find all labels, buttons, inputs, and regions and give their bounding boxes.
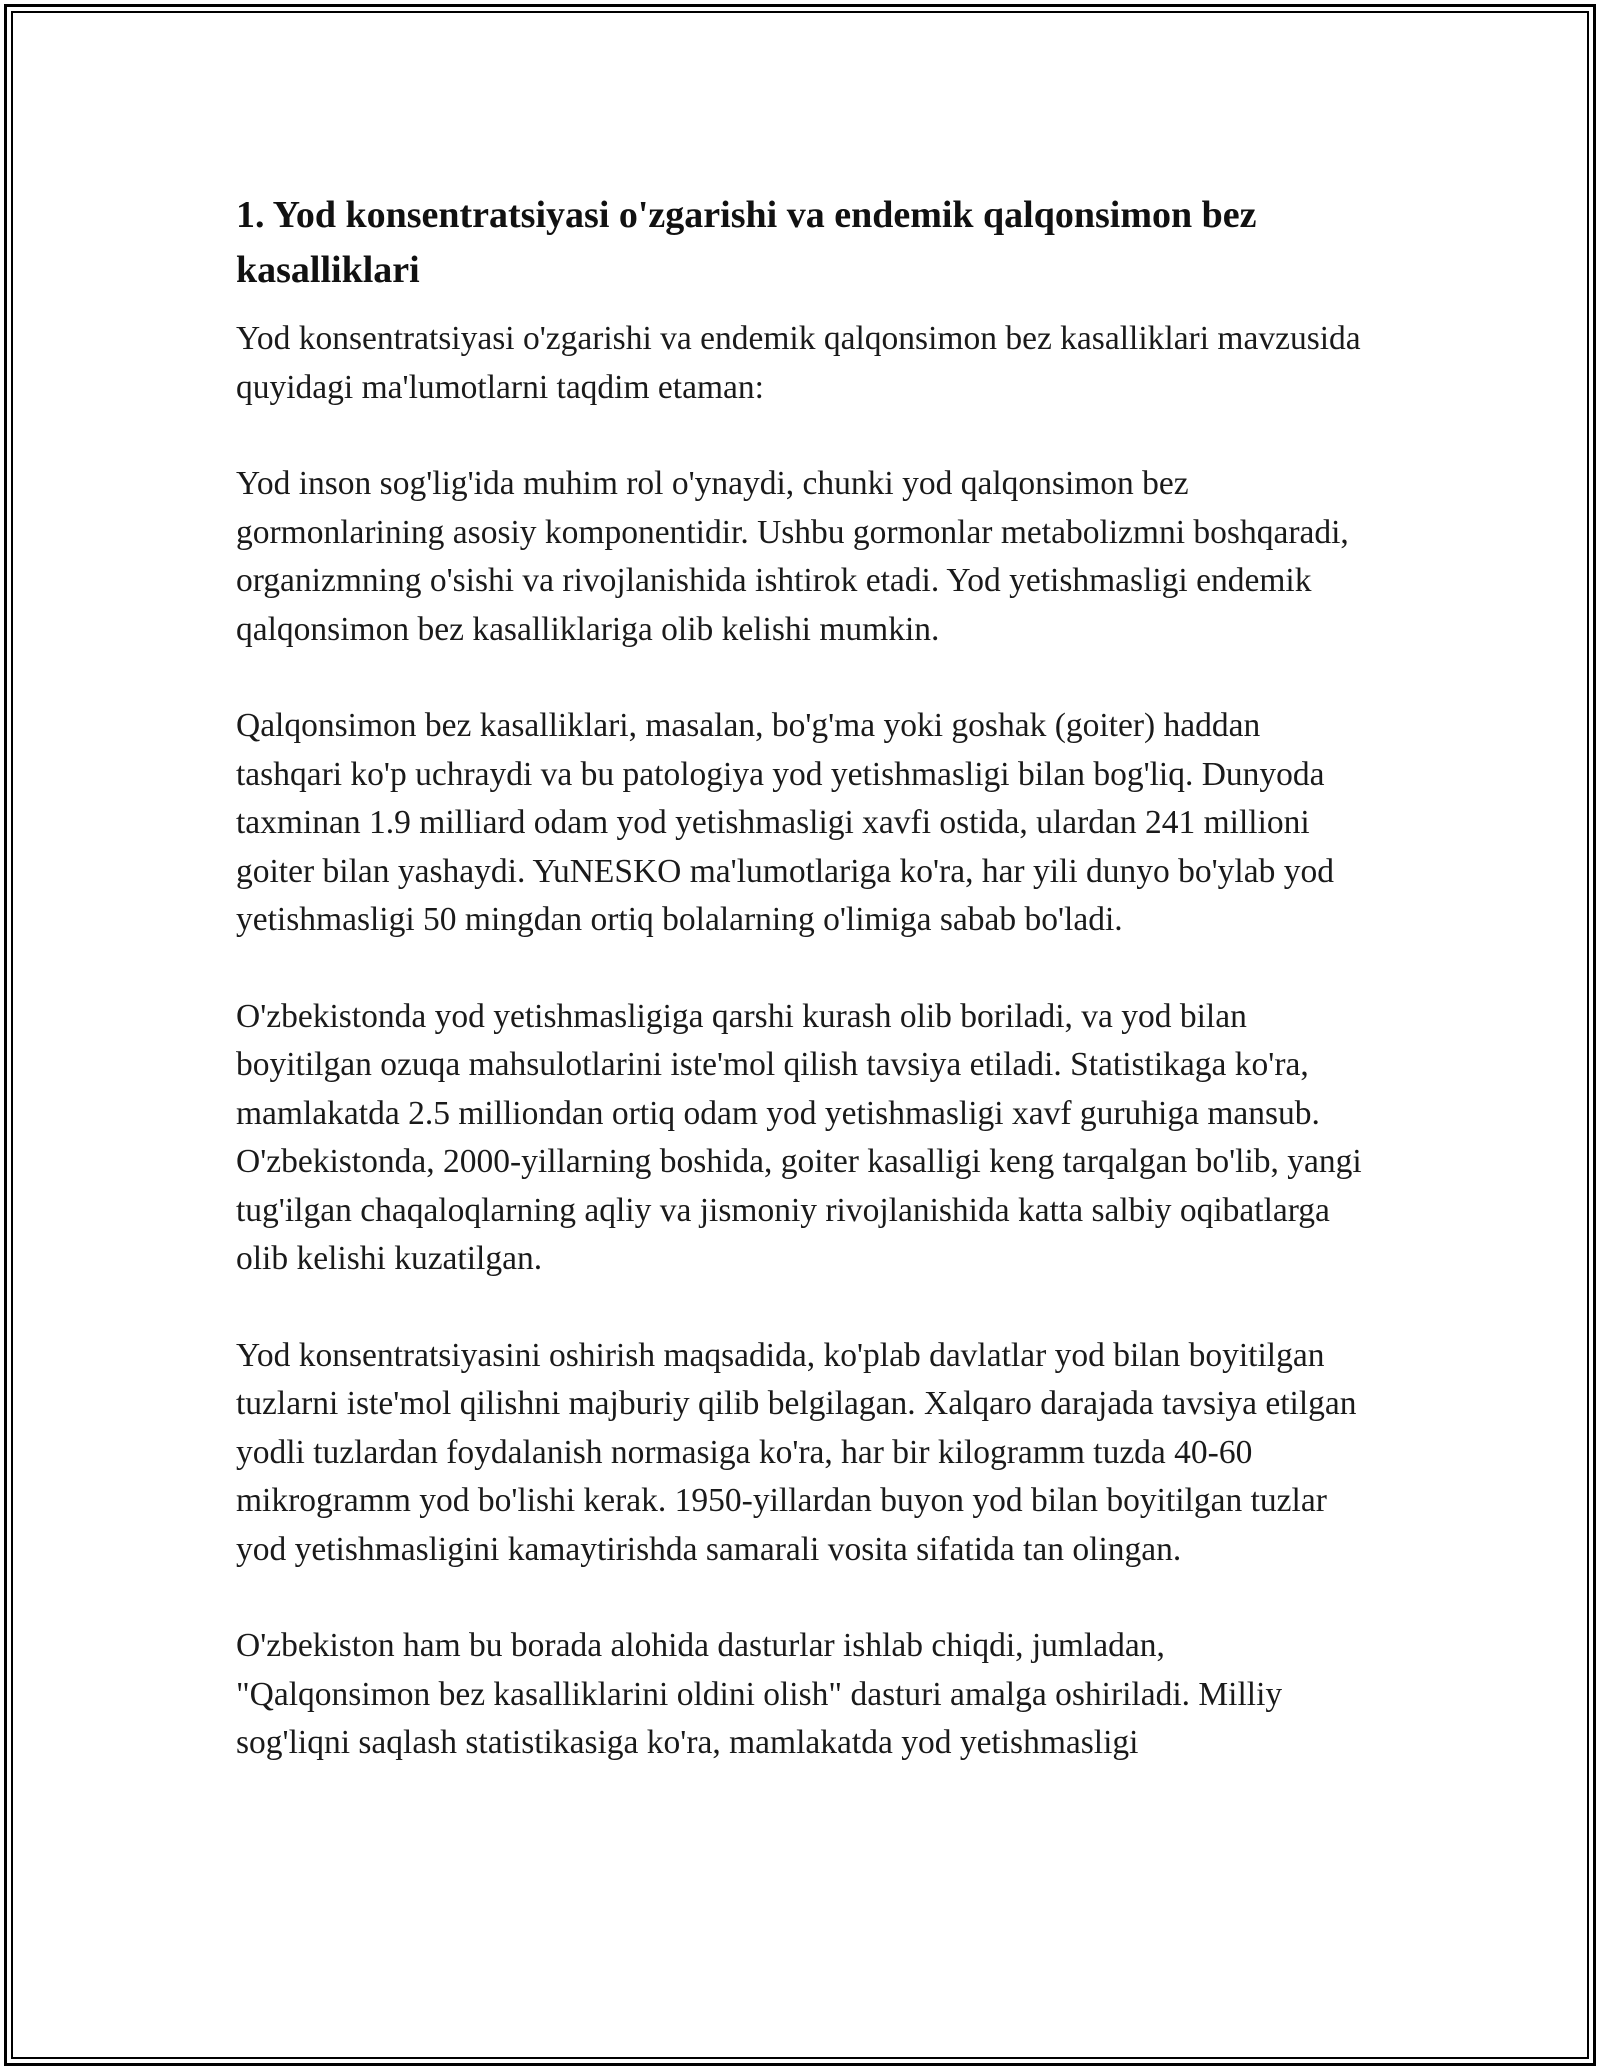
- document-body: [236, 188, 1366, 1768]
- paragraph-iodine-role: Yod inson sog'lig'ida muhim rol o'ynaydi, chunki yod qalqonsimon bez gormonlarining asosiy komponentidir. Ushbu gormonlar metabolizmni boshqaradi, organizmning o'sishi va rivojlanishida ishtirok etadi. Yod yetishmasligi endemik qalqonsimon bez kasalliklariga olib kelishi mumkin.: [236, 465, 1349, 648]
- paragraph-iodized-salt: Yod konsentratsiyasini oshirish maqsadida, ko'plab davlatlar yod bilan boyitilgan tuzlarni iste'mol qilishni majburiy qilib belgilagan. Xalqaro darajada tavsiya etilgan yodli tuzlardan foydalanish normasiga ko'ra, har bir kilogramm tuzda 40-60 mikrogramm yod bo'lishi kerak. 1950-yillardan buyon yod bilan boyitilgan tuzlar yod yetishmasligini kamaytirishda samarali vosita sifatida tan olingan.: [236, 1336, 1357, 1568]
- section-heading: 1. Yod konsentratsiyasi o'zgarishi va endemik qalqonsimon bez kasalliklari: [236, 194, 1257, 291]
- paragraph-intro: Yod konsentratsiyasi o'zgarishi va endemik qalqonsimon bez kasalliklari mavzusida quyidagi ma'lumotlarni taqdim etaman:: [236, 320, 1361, 406]
- paragraph-uzbekistan-situation: O'zbekistonda yod yetishmasligiga qarshi kurash olib boriladi, va yod bilan boyitilgan ozuqa mahsulotlarini iste'mol qilish tavsiya etiladi. Statistikaga ko'ra, mamlakatda 2.5 milliondan ortiq odam yod yetishmasligi xavf guruhiga mansub. O'zbekistonda, 2000-yillarning boshida, goiter kasalligi keng tarqalgan bo'lib, yangi tug'ilgan chaqaloqlarning aqliy va jismoniy rivojlanishida katta salbiy oqibatlarga olib kelishi kuzatilgan.: [236, 997, 1362, 1277]
- paragraph-goiter-statistics: Qalqonsimon bez kasalliklari, masalan, bo'g'ma yoki goshak (goiter) haddan tashqari ko'p uchraydi va bu patologiya yod yetishmasligi bilan bog'liq. Dunyoda taxminan 1.9 milliard odam yod yetishmasligi xavfi ostida, ulardan 241 millioni goiter bilan yashaydi. YuNESKO ma'lumotlariga ko'ra, har yili dunyo bo'ylab yod yetishmasligi 50 mingdan ortiq bolalarning o'limiga sabab bo'ladi.: [236, 707, 1334, 938]
- paragraph-national-programs: O'zbekiston ham bu borada alohida dasturlar ishlab chiqdi, jumladan, "Qalqonsimon bez kasalliklarini oldini olish" dasturi amalga oshiriladi. Milliy sog'liqni saqlash statistikasiga ko'ra, mamlakatda yod yetishmasligi: [236, 1627, 1283, 1761]
